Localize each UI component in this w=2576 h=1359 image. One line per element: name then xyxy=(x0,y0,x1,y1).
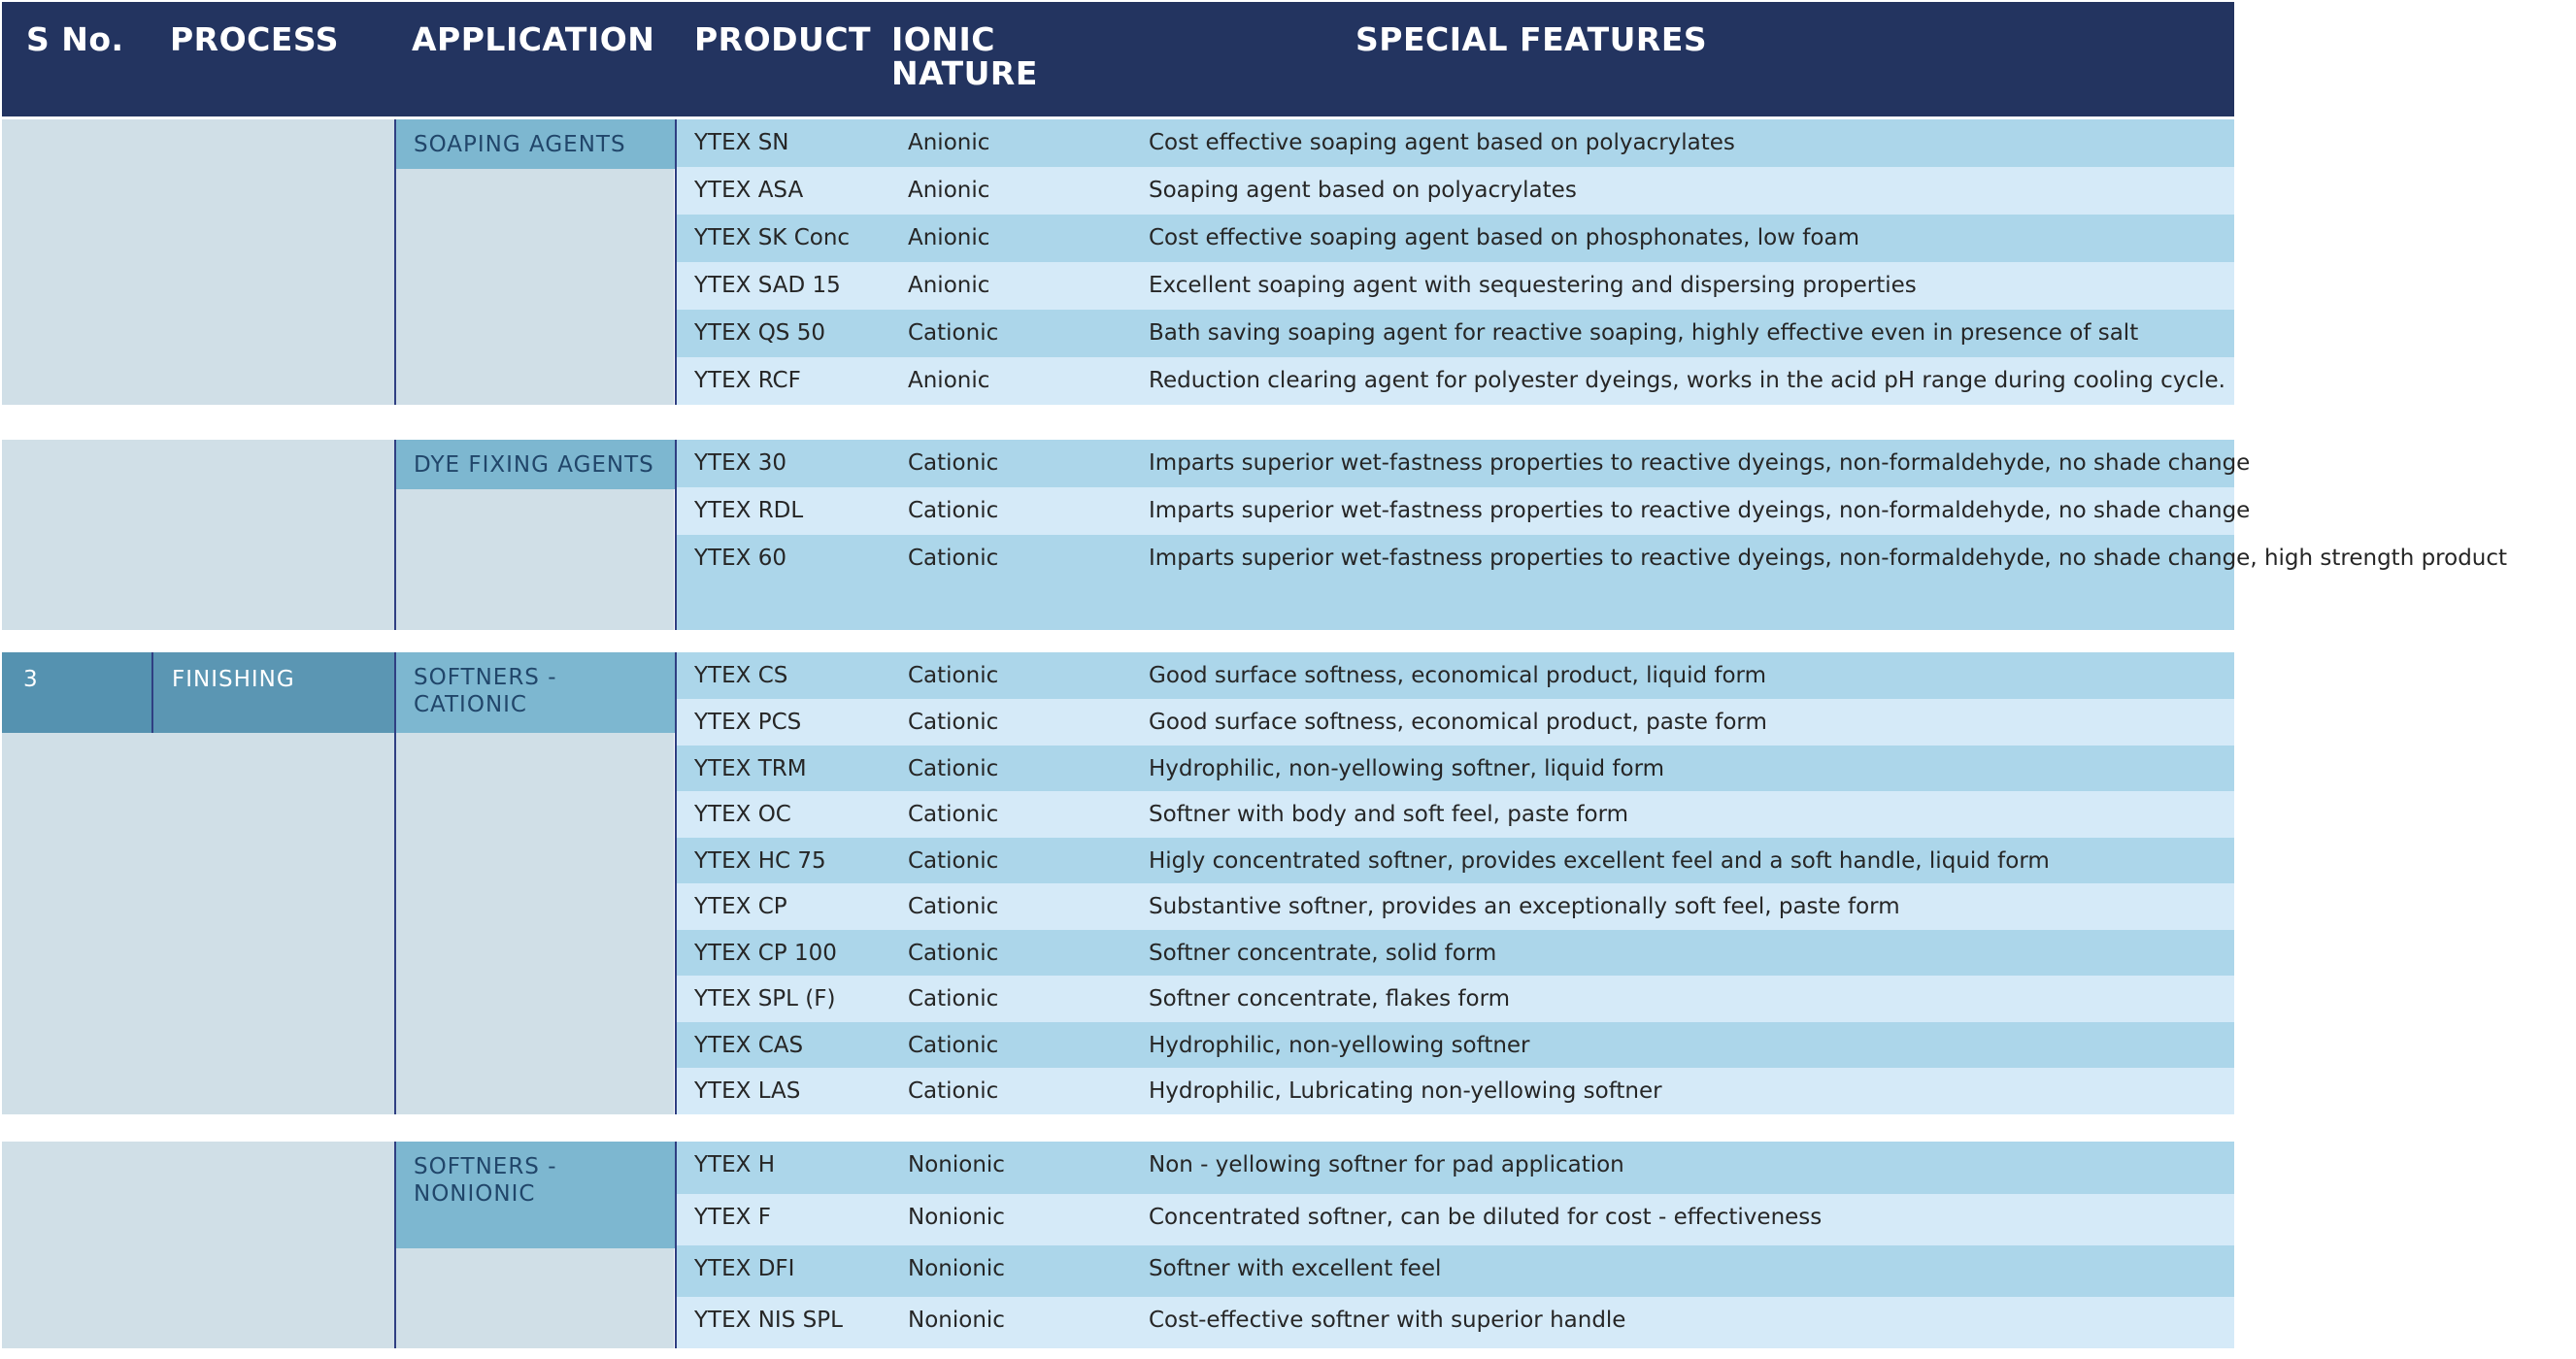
application-cell xyxy=(396,1142,676,1248)
product-cell: YTEX SPL (F) xyxy=(694,986,836,1011)
process-application-divider xyxy=(394,440,396,630)
ionic-cell: Nonionic xyxy=(908,1152,1005,1177)
product-cell: YTEX LAS xyxy=(694,1078,801,1104)
application-label: SOAPING AGENTS xyxy=(414,132,626,157)
feature-cell: Imparts superior wet-fastness properties to reactive dyeings, non-formaldehyde, no shade change xyxy=(1149,498,2251,523)
application-label: SOFTNERS - xyxy=(414,1154,557,1179)
ionic-cell: Cationic xyxy=(908,1078,999,1104)
feature-cell: Softner concentrate, flakes form xyxy=(1149,986,1511,1011)
application-label: NONIONIC xyxy=(414,1181,536,1207)
product-cell: YTEX RCF xyxy=(694,368,801,393)
product-cell: YTEX NIS SPL xyxy=(694,1308,843,1333)
feature-cell: Bath saving soaping agent for reactive soaping, highly effective even in presence of salt xyxy=(1149,320,2139,346)
application-product-divider xyxy=(675,1142,677,1348)
ionic-cell: Cationic xyxy=(908,710,999,735)
product-cell: YTEX ASA xyxy=(694,178,804,203)
ionic-cell: Cationic xyxy=(908,986,999,1011)
feature-cell: Hydrophilic, Lubricating non-yellowing softner xyxy=(1149,1078,1662,1104)
feature-cell: Softner concentrate, solid form xyxy=(1149,941,1497,966)
application-label: CATIONIC xyxy=(414,692,527,717)
product-cell: YTEX 30 xyxy=(694,450,786,476)
feature-cell: Concentrated softner, can be diluted for cost - effectiveness xyxy=(1149,1205,1823,1230)
header-application: APPLICATION xyxy=(412,20,655,58)
ionic-cell: Cationic xyxy=(908,802,999,827)
feature-cell: Non - yellowing softner for pad application xyxy=(1149,1152,1624,1177)
table-header xyxy=(2,2,2234,116)
product-cell: YTEX F xyxy=(694,1205,771,1230)
ionic-cell: Cationic xyxy=(908,498,999,523)
process-application-divider xyxy=(394,119,396,405)
process-cell: FINISHING xyxy=(152,652,396,733)
header-product: PRODUCT xyxy=(694,20,872,58)
application-product-divider xyxy=(675,440,677,630)
header-process: PROCESS xyxy=(170,20,339,58)
feature-cell: Imparts superior wet-fastness properties to reactive dyeings, non-formaldehyde, no shade change, high strength product xyxy=(1149,546,2508,571)
feature-cell: Substantive softner, provides an exceptionally soft feel, paste form xyxy=(1149,894,1900,919)
ionic-cell: Cationic xyxy=(908,663,999,688)
header-ionic-line1: IONIC xyxy=(891,20,995,58)
product-cell: YTEX TRM xyxy=(694,756,807,781)
feature-cell: Good surface softness, economical product, paste form xyxy=(1149,710,1767,735)
product-cell: YTEX RDL xyxy=(694,498,804,523)
product-cell: YTEX OC xyxy=(694,802,791,827)
ionic-cell: Anionic xyxy=(908,273,990,298)
application-label: SOFTNERS - xyxy=(414,665,557,690)
feature-cell: Imparts superior wet-fastness properties to reactive dyeings, non-formaldehyde, no shade change xyxy=(1149,450,2251,476)
application-product-divider xyxy=(675,119,677,405)
product-cell: YTEX CP xyxy=(694,894,787,919)
process-application-divider xyxy=(394,1142,396,1348)
ionic-cell: Cationic xyxy=(908,941,999,966)
feature-cell: Hydrophilic, non-yellowing softner, liquid form xyxy=(1149,756,1665,781)
application-cell xyxy=(396,119,676,169)
ionic-cell: Cationic xyxy=(908,320,999,346)
feature-cell: Cost-effective softner with superior handle xyxy=(1149,1308,1626,1333)
product-cell: YTEX 60 xyxy=(694,546,786,571)
ionic-cell: Anionic xyxy=(908,130,990,155)
ionic-cell: Cationic xyxy=(908,848,999,874)
feature-cell: Higly concentrated softner, provides excellent feel and a soft handle, liquid form xyxy=(1149,848,2050,874)
header-sno: S No. xyxy=(26,20,124,58)
ionic-cell: Cationic xyxy=(908,756,999,781)
ionic-cell: Cationic xyxy=(908,1033,999,1058)
product-cell: YTEX SN xyxy=(694,130,789,155)
feature-cell: Excellent soaping agent with sequestering and dispersing properties xyxy=(1149,273,1917,298)
feature-cell: Hydrophilic, non-yellowing softner xyxy=(1149,1033,1530,1058)
application-cell xyxy=(396,652,676,733)
ionic-cell: Cationic xyxy=(908,450,999,476)
application-label: DYE FIXING AGENTS xyxy=(414,452,654,478)
feature-cell: Softner with body and soft feel, paste form xyxy=(1149,802,1629,827)
ionic-cell: Cationic xyxy=(908,894,999,919)
product-cell: YTEX CAS xyxy=(694,1033,804,1058)
product-cell: YTEX CP 100 xyxy=(694,941,837,966)
product-cell: YTEX QS 50 xyxy=(694,320,825,346)
feature-cell: Reduction clearing agent for polyester dyeings, works in the acid pH range during cooling cycle. xyxy=(1149,368,2225,393)
sno-process-divider xyxy=(151,652,153,733)
product-cell: YTEX SK Conc xyxy=(694,225,851,250)
ionic-cell: Anionic xyxy=(908,368,990,393)
ionic-cell: Nonionic xyxy=(908,1256,1005,1281)
feature-cell: Cost effective soaping agent based on polyacrylates xyxy=(1149,130,1735,155)
feature-cell: Soaping agent based on polyacrylates xyxy=(1149,178,1577,203)
product-cell: YTEX SAD 15 xyxy=(694,273,841,298)
product-cell: YTEX PCS xyxy=(694,710,802,735)
ionic-cell: Nonionic xyxy=(908,1308,1005,1333)
product-cell: YTEX DFI xyxy=(694,1256,795,1281)
product-cell: YTEX CS xyxy=(694,663,788,688)
ionic-cell: Cationic xyxy=(908,546,999,571)
header-ionic-nature xyxy=(891,22,1038,90)
ionic-cell: Anionic xyxy=(908,178,990,203)
feature-cell: Softner with excellent feel xyxy=(1149,1256,1442,1281)
application-product-divider xyxy=(675,652,677,1114)
application-cell xyxy=(396,440,676,489)
header-ionic-line2: NATURE xyxy=(891,54,1038,92)
feature-cell: Good surface softness, economical product, liquid form xyxy=(1149,663,1766,688)
header-special-features: SPECIAL FEATURES xyxy=(1355,20,1708,58)
product-cell: YTEX HC 75 xyxy=(694,848,826,874)
feature-cell: Cost effective soaping agent based on phosphonates, low foam xyxy=(1149,225,1859,250)
ionic-cell: Nonionic xyxy=(908,1205,1005,1230)
product-cell: YTEX H xyxy=(694,1152,775,1177)
ionic-cell: Anionic xyxy=(908,225,990,250)
process-application-divider xyxy=(394,652,396,1114)
sno-cell: 3 xyxy=(2,652,152,733)
